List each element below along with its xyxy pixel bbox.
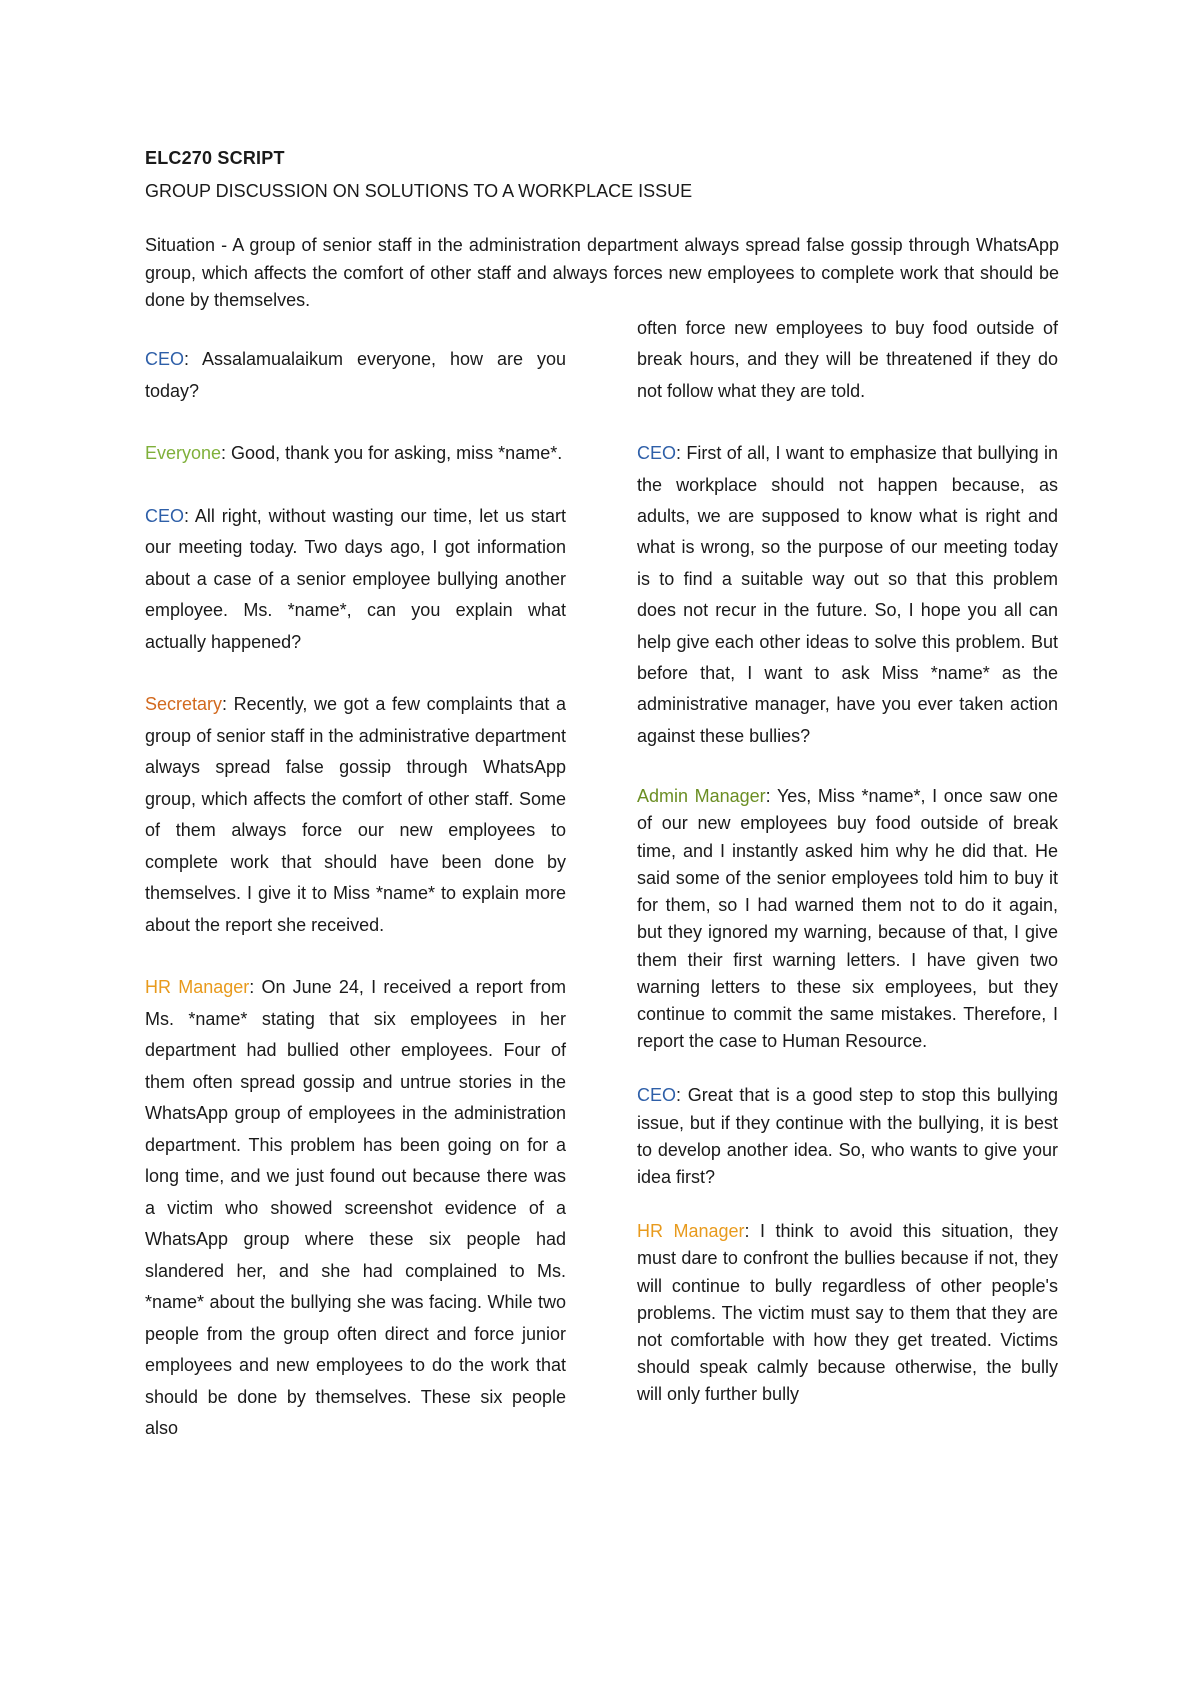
dialogue-text: : I think to avoid this situation, they must dare to confront the bullies because if not, they will continue to bully regardless of other people's problems. The victim must say to them that they are not comfortable with how they get treated. Victims should speak calmly because otherwise, the bully will only further bully xyxy=(637,1221,1058,1405)
dialogue-line xyxy=(637,783,1058,1055)
dialogue-line xyxy=(637,313,1058,407)
speaker-label: CEO xyxy=(145,349,185,369)
dialogue-line xyxy=(145,972,566,1445)
speaker-label: CEO xyxy=(637,1085,677,1106)
speaker-label: Everyone xyxy=(145,443,222,463)
speaker-label: Admin Manager xyxy=(637,786,766,807)
dialogue-line xyxy=(145,689,566,941)
dialogue-text: : Good, thank you for asking, miss *name*. xyxy=(221,443,563,463)
left-column xyxy=(145,344,566,1476)
speaker-label: CEO xyxy=(637,443,677,464)
dialogue-line xyxy=(637,1082,1058,1191)
dialogue-line xyxy=(145,501,566,659)
dialogue-text: : Yes, Miss *name*, I once saw one of our new employees buy food outside of break time, and I instantly asked him why he did that. He said some of the senior employees told him to buy it for them, so I had warned them not to do it again, but they ignored my warning, because of that, I give them their first warning letters. I have given two warning letters to these six employees, but they continue to commit the same mistakes. Therefore, I report the case to Human Resource. xyxy=(637,786,1058,1052)
situation-paragraph: Situation - A group of senior staff in the administration department always spread false gossip through WhatsApp group, which affects the comfort of other staff and always forces new employees to complete work that should be done by themselves. xyxy=(145,235,1059,310)
dialogue-line xyxy=(637,438,1058,752)
speaker-label: Secretary xyxy=(145,694,223,714)
dialogue-text: : All right, without wasting our time, let us start our meeting today. Two days ago, I got information about a case of a senior employee bullying another employee. Ms. *name*, can you explain what actually happened? xyxy=(145,505,566,652)
dialogue-text: often force new employees to buy food outside of break hours, and they will be threatened if they do not follow what they are told. xyxy=(637,318,1058,401)
document-title: ELC270 SCRIPT xyxy=(145,148,285,168)
right-column xyxy=(637,313,1058,1436)
document-subtitle: GROUP DISCUSSION ON SOLUTIONS TO A WORKPLACE ISSUE xyxy=(145,181,693,201)
dialogue-line xyxy=(145,438,566,470)
speaker-label: CEO xyxy=(145,505,185,526)
dialogue-line xyxy=(145,344,566,407)
dialogue-text: : First of all, I want to emphasize that bullying in the workplace should not happen because, as adults, we are supposed to know what is right and what is wrong, so the purpose of our meeting today is to find a suitable way out so that this problem does not recur in the future. So, I hope you all can help give each other ideas to solve this problem. But before that, I want to ask Miss *name* as the administrative manager, have you ever taken action against these bullies? xyxy=(637,443,1058,746)
dialogue-text: : On June 24, I received a report from Ms. *name* stating that six employees in her department had bullied other employees. Four of them often spread gossip and untrue stories in the WhatsApp group of employees in the administration department. This problem has been going on for a long time, and we just found out because there was a victim who showed screenshot evidence of a WhatsApp group where these six people had slandered her, and she had complained to Ms. *name* about the bullying she was facing. While two people from the group often direct and force junior employees and new employees to do the work that should be done by themselves. These six people also xyxy=(145,977,566,1438)
dialogue-text: : Recently, we got a few complaints that a group of senior staff in the administrative department always spread false gossip through WhatsApp group, which affects the comfort of other staff. Some of them always force our new employees to complete work that should have been done by themselves. I give it to Miss *name* to explain more about the report she received. xyxy=(145,694,566,935)
dialogue-text: : Great that is a good step to stop this bullying issue, but if they continue with the bullying, it is best to develop another idea. So, who wants to give your idea first? xyxy=(637,1085,1058,1187)
speaker-label: HR Manager xyxy=(637,1221,745,1242)
speaker-label: HR Manager xyxy=(145,977,250,997)
dialogue-text: : Assalamualaikum everyone, how are you today? xyxy=(145,349,566,401)
dialogue-line xyxy=(637,1218,1058,1408)
